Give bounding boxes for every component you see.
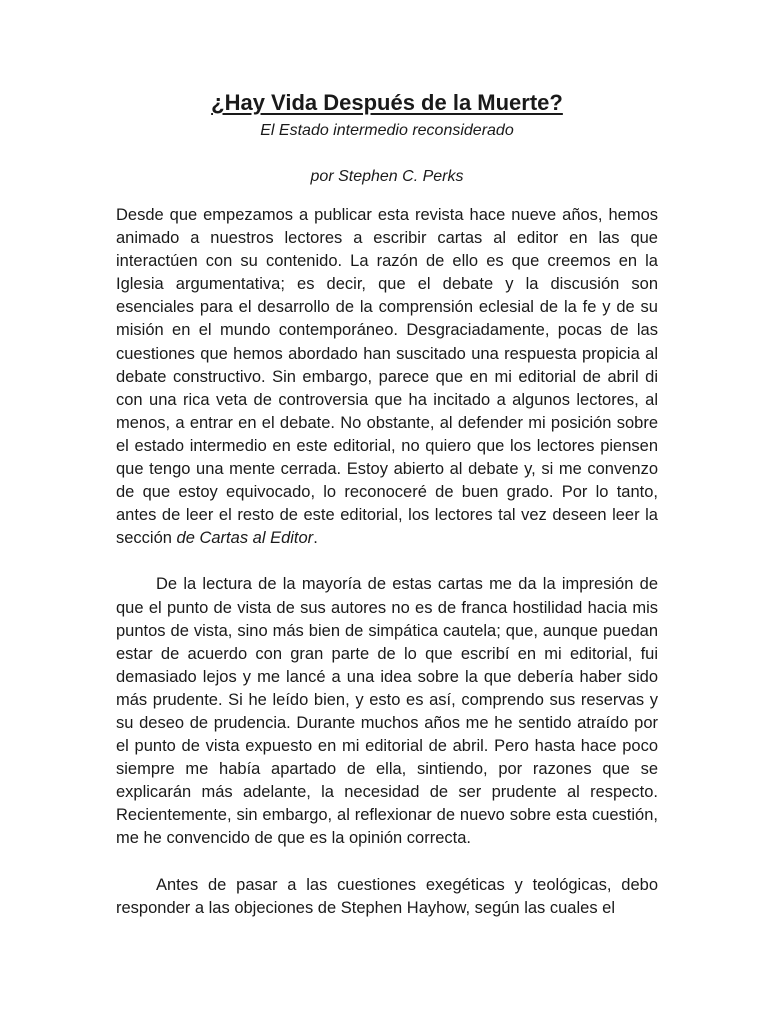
paragraph-2: De la lectura de la mayoría de estas cartas me da la impresión de que el punto de vista de sus autores no es de franca hostilidad hacia mis puntos de vista, sino más bien de simpática cautela; que, aunque puedan estar de acuerdo con gran parte de lo que escribí en mi editorial, fui demasiado lejos y me lancé a una idea sobre la que debería haber sido más prudente. Si he leído bien, y esto es así, comprendo sus reservas y su deseo de prudencia. Durante muchos años me he sentido atraído por el punto de vista expuesto en mi editorial de abril. Pero hasta hace poco siempre me había apartado de ella, sintiendo, por razones que se explicarán más adelante, la necesidad de ser prudente al respecto. Recientemente, sin embargo, al reflexionar de nuevo sobre esta cuestión, me he convencido de que es la opinión correcta. [116,575,658,848]
author-byline: por Stephen C. Perks [310,168,464,185]
document-title: ¿Hay Vida Después de la Muerte? [211,90,563,115]
paragraph-1 [116,204,658,550]
paragraph-1-emphasis: de Cartas al Editor [176,529,314,548]
paragraph-1-tail: . [313,529,318,548]
document-subtitle: El Estado intermedio reconsiderado [260,122,514,139]
document-page [116,88,658,920]
paragraph-3: Antes de pasar a las cuestiones exegéticas y teológicas, debo responder a las objeciones de Stephen Hayhow, según las cuales el [116,875,658,917]
paragraph-1-text: Desde que empezamos a publicar esta revista hace nueve años, hemos animado a nuestros lectores a escribir cartas al editor en las que interactúen con su contenido. La razón de ello es que creemos en la Iglesia argumentativa; es decir, que el debate y la discusión son esenciales para el desarrollo de la comprensión eclesial de la fe y de su misión en el mundo contemporáneo. Desgraciadamente, pocas de las cuestiones que hemos abordado han suscitado una respuesta propicia al debate constructivo. Sin embargo, parece que en mi editorial de abril di con una rica veta de controversia que ha incitado a algunos lectores, al menos, a entrar en el debate. No obstante, al defender mi posición sobre el estado intermedio en este editorial, no quiero que los lectores piensen que tengo una mente cerrada. Estoy abierto al debate y, si me convenzo de que estoy equivocado, lo reconoceré de buen grado. Por lo tanto, antes de leer el resto de este editorial, los lectores tal vez deseen leer la sección [116,206,658,548]
